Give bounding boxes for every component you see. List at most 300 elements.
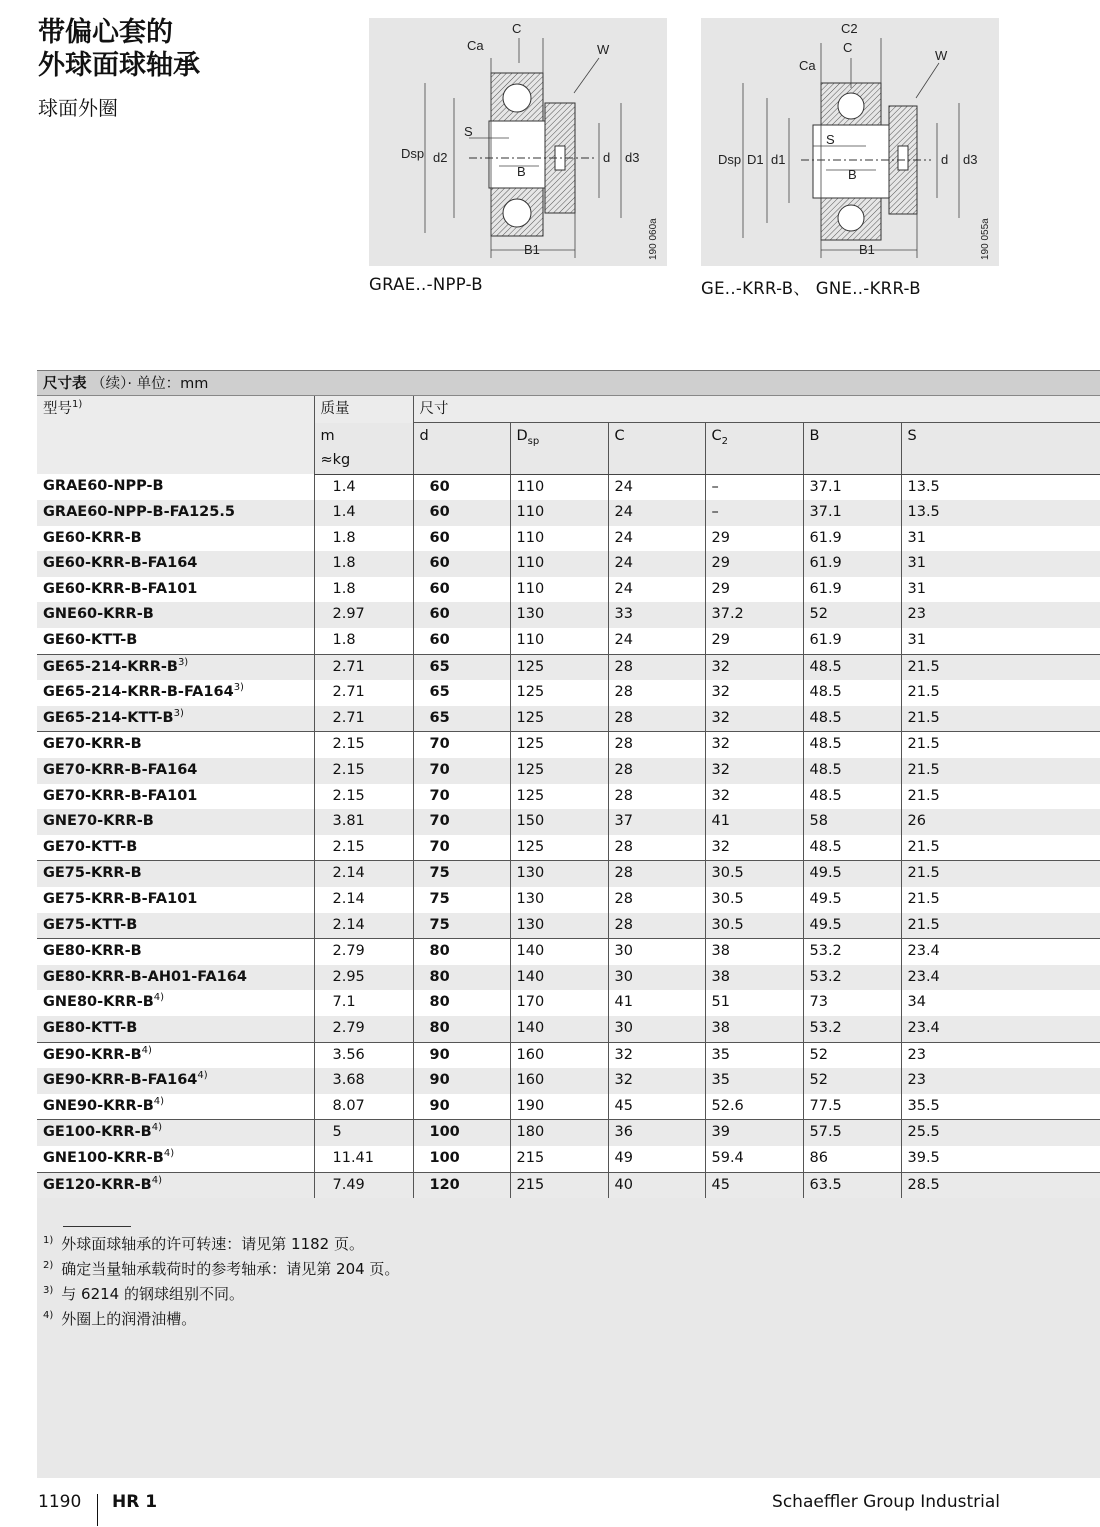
cell-name: GRAE60-NPP-B-FA125.5 <box>37 500 314 526</box>
cell-d: 60 <box>413 500 510 526</box>
cell-b: 48.5 <box>803 784 901 810</box>
cell-name: $GE65-214-KRR-B^{3)}$ <box>37 654 314 680</box>
cell-name: $GE65-214-KTT-B^{3)}$ <box>37 706 314 732</box>
table-row <box>37 1068 1100 1094</box>
label-dsp: Dsp <box>401 146 425 161</box>
cell-s: 21.5 <box>901 784 1100 810</box>
cell-b: 57.5 <box>803 1120 901 1146</box>
cell-c2: 29 <box>705 526 803 552</box>
row-note: 3) <box>177 656 189 668</box>
cell-c: 28 <box>608 680 705 706</box>
cell-b: 48.5 <box>803 758 901 784</box>
cell-d: 65 <box>413 654 510 680</box>
cell-c: 30 <box>608 965 705 991</box>
cell-s: 21.5 <box>901 654 1100 680</box>
cell-name: GE80-KRR-B <box>37 939 314 965</box>
cell-c: 28 <box>608 861 705 887</box>
cell-d: 90 <box>413 1068 510 1094</box>
row-note: 3) <box>173 708 184 720</box>
footnote-4: $^{4)}$ 外圈上的润滑油槽。 <box>43 1310 197 1328</box>
company-name: Schaeffler Group Industrial <box>772 1492 1000 1512</box>
cell-c2: 30.5 <box>705 887 803 913</box>
label-ca: Ca <box>799 58 816 73</box>
col-c: C <box>608 423 705 475</box>
cell-c2: 38 <box>705 939 803 965</box>
cell-dsp: 130 <box>510 861 608 887</box>
label-dsp: Dsp <box>718 152 742 167</box>
cell-d: 100 <box>413 1120 510 1146</box>
dimension-table <box>37 396 1100 1198</box>
cell-s: 21.5 <box>901 706 1100 732</box>
cell-name: GE90-KRR-B-FA164$^{4)}$ <box>37 1068 314 1094</box>
label-s: S <box>464 124 473 139</box>
cell-b: 49.5 <box>803 913 901 939</box>
label-d: d <box>941 152 949 167</box>
cell-s: 21.5 <box>901 887 1100 913</box>
cell-c2: 32 <box>705 654 803 680</box>
cell-name: $GNE80-KRR-B^{4)}$ <box>37 990 314 1016</box>
cell-dsp: 160 <box>510 1042 608 1068</box>
cell-dsp: 125 <box>510 654 608 680</box>
cell-s: 21.5 <box>901 732 1100 758</box>
cell-c2: 29 <box>705 628 803 654</box>
col-c2: $C_2$ <box>705 423 803 475</box>
cell-dsp: 130 <box>510 887 608 913</box>
col-dimensions: 尺寸 <box>413 396 1100 423</box>
label-ca: Ca <box>467 38 484 53</box>
cell-b: 61.9 <box>803 526 901 552</box>
cell-c2: 30.5 <box>705 913 803 939</box>
row-note: 4) <box>141 1044 152 1056</box>
cell-b: 37.1 <box>803 474 901 500</box>
cell-c2: – <box>705 474 803 500</box>
cell-d: 70 <box>413 732 510 758</box>
cell-dsp: 140 <box>510 965 608 991</box>
cell-c2: 32 <box>705 784 803 810</box>
cell-d: 75 <box>413 861 510 887</box>
title-line-2: 外球面球轴承 <box>38 50 200 81</box>
row-note: 4) <box>153 992 165 1004</box>
table-row <box>37 732 1100 758</box>
cell-m: 3.56 <box>314 1042 413 1068</box>
cell-dsp: 125 <box>510 732 608 758</box>
cell-dsp: 130 <box>510 602 608 628</box>
cell-b: 48.5 <box>803 732 901 758</box>
cell-d: 75 <box>413 913 510 939</box>
label-d2: d2 <box>433 150 448 165</box>
table-row <box>37 680 1100 706</box>
cell-c: 28 <box>608 887 705 913</box>
cell-m: 2.79 <box>314 939 413 965</box>
cell-dsp: 190 <box>510 1094 608 1120</box>
cell-d: 70 <box>413 758 510 784</box>
cell-m: 2.15 <box>314 784 413 810</box>
cell-m: 2.14 <box>314 913 413 939</box>
table-row <box>37 784 1100 810</box>
table-title-note: （续）· 单位：mm <box>91 376 209 392</box>
drawing-code: 190 060a <box>648 218 659 260</box>
cell-d: 80 <box>413 990 510 1016</box>
cell-b: 58 <box>803 809 901 835</box>
cell-c2: 38 <box>705 965 803 991</box>
label-b1: B1 <box>524 242 540 257</box>
cell-s: 39.5 <box>901 1146 1100 1172</box>
cell-name: GE60-KRR-B-FA101 <box>37 577 314 603</box>
cell-s: 26 <box>901 809 1100 835</box>
table-row <box>37 1094 1100 1120</box>
cell-b: 61.9 <box>803 551 901 577</box>
footnote-1: $^{1)}$ 外球面球轴承的许可转速：请见第 1182 页。 <box>43 1235 364 1253</box>
catalog-code: HR 1 <box>112 1492 158 1512</box>
cell-c: 28 <box>608 732 705 758</box>
cell-m: 3.68 <box>314 1068 413 1094</box>
label-d1: d1 <box>771 152 786 167</box>
label-b: B <box>517 164 526 179</box>
cell-s: 23.4 <box>901 965 1100 991</box>
cell-name: $GE100-KRR-B^{4)}$ <box>37 1120 314 1146</box>
cell-m: 2.15 <box>314 758 413 784</box>
table-row <box>37 835 1100 861</box>
row-note: 3) <box>233 682 244 694</box>
cell-dsp: 125 <box>510 680 608 706</box>
cell-c2: 35 <box>705 1068 803 1094</box>
cell-d: 90 <box>413 1094 510 1120</box>
cell-d: 65 <box>413 706 510 732</box>
page-number: 1190 <box>38 1492 82 1512</box>
cell-m: 2.71 <box>314 706 413 732</box>
label-d3: d3 <box>625 150 640 165</box>
row-note: 4) <box>151 1174 162 1186</box>
table-row <box>37 887 1100 913</box>
cell-c: 33 <box>608 602 705 628</box>
table-row <box>37 602 1100 628</box>
cell-name: GE70-KRR-B-FA101 <box>37 784 314 810</box>
cell-dsp: 110 <box>510 551 608 577</box>
cell-b: 52 <box>803 1042 901 1068</box>
cell-b: 49.5 <box>803 887 901 913</box>
row-note: 4) <box>153 1095 165 1107</box>
footnotes <box>43 1232 399 1332</box>
cell-c: 41 <box>608 990 705 1016</box>
cell-d: 60 <box>413 628 510 654</box>
dimension-table-panel <box>37 370 1100 1478</box>
cell-m: 1.8 <box>314 628 413 654</box>
cell-b: 53.2 <box>803 1016 901 1042</box>
cell-name: GE75-KTT-B <box>37 913 314 939</box>
cell-c: 40 <box>608 1172 705 1198</box>
label-w: W <box>935 48 948 63</box>
table-row <box>37 551 1100 577</box>
cell-s: 23.4 <box>901 1016 1100 1042</box>
cell-c: 28 <box>608 784 705 810</box>
col-mass-unit: ≈kg <box>314 449 413 475</box>
table-row <box>37 500 1100 526</box>
cell-c2: 29 <box>705 551 803 577</box>
table-row <box>37 1172 1100 1198</box>
cell-s: 21.5 <box>901 680 1100 706</box>
cell-s: 34 <box>901 990 1100 1016</box>
cell-c2: 41 <box>705 809 803 835</box>
cell-b: 86 <box>803 1146 901 1172</box>
cell-d: 70 <box>413 835 510 861</box>
label-c: C <box>512 21 522 36</box>
cell-b: 77.5 <box>803 1094 901 1120</box>
cell-s: 21.5 <box>901 913 1100 939</box>
cell-c: 32 <box>608 1042 705 1068</box>
cell-c2: 52.6 <box>705 1094 803 1120</box>
cell-dsp: 215 <box>510 1172 608 1198</box>
col-designation: 型号$^{1)}$ <box>37 396 314 474</box>
label-b1: B1 <box>859 242 875 257</box>
cell-name: GNE70-KRR-B <box>37 809 314 835</box>
cell-d: 80 <box>413 939 510 965</box>
cell-b: 61.9 <box>803 628 901 654</box>
cell-m: 7.1 <box>314 990 413 1016</box>
cell-s: 21.5 <box>901 835 1100 861</box>
cell-c: 30 <box>608 1016 705 1042</box>
cell-c2: 30.5 <box>705 861 803 887</box>
page-subtitle: 球面外圈 <box>38 96 118 120</box>
row-note: 4) <box>163 1148 175 1160</box>
cell-c: 49 <box>608 1146 705 1172</box>
table-row <box>37 990 1100 1016</box>
cell-c: 24 <box>608 577 705 603</box>
cell-b: 48.5 <box>803 706 901 732</box>
table-row <box>37 809 1100 835</box>
cell-dsp: 140 <box>510 1016 608 1042</box>
cell-m: 2.14 <box>314 887 413 913</box>
cell-c: 28 <box>608 913 705 939</box>
cell-d: 60 <box>413 474 510 500</box>
cell-name: GE60-KRR-B <box>37 526 314 552</box>
cell-dsp: 125 <box>510 835 608 861</box>
cell-d: 70 <box>413 784 510 810</box>
cell-c2: 45 <box>705 1172 803 1198</box>
cell-c: 30 <box>608 939 705 965</box>
cell-name: $GE90-KRR-B^{4)}$ <box>37 1042 314 1068</box>
cell-d: 70 <box>413 809 510 835</box>
footnote-rule <box>63 1226 131 1227</box>
label-c2: C2 <box>841 21 858 36</box>
table-row <box>37 861 1100 887</box>
cell-m: 1.4 <box>314 500 413 526</box>
col-mass-symbol: m <box>314 423 413 449</box>
footnote-3: $^{3)}$ 与 6214 的钢球组别不同。 <box>43 1285 244 1303</box>
cell-m: 1.4 <box>314 474 413 500</box>
cell-s: 31 <box>901 526 1100 552</box>
cell-b: 37.1 <box>803 500 901 526</box>
cell-name: GE65-214-KRR-B-FA164$^{3)}$ <box>37 680 314 706</box>
cell-d: 65 <box>413 680 510 706</box>
label-w: W <box>597 42 610 57</box>
cell-b: 49.5 <box>803 861 901 887</box>
cell-c2: 59.4 <box>705 1146 803 1172</box>
dimension-table-body <box>37 474 1100 1198</box>
bearing-drawing-grae <box>369 18 667 266</box>
table-row <box>37 939 1100 965</box>
cell-d: 100 <box>413 1146 510 1172</box>
footnote-2: $^{2)}$ 确定当量轴承载荷时的参考轴承：请见第 204 页。 <box>43 1260 400 1278</box>
cell-s: 31 <box>901 551 1100 577</box>
cell-b: 48.5 <box>803 835 901 861</box>
cell-c2: 37.2 <box>705 602 803 628</box>
cell-name: $GE120-KRR-B^{4)}$ <box>37 1172 314 1198</box>
cell-name: GE70-KRR-B <box>37 732 314 758</box>
cell-dsp: 110 <box>510 628 608 654</box>
cell-c2: 38 <box>705 1016 803 1042</box>
cell-m: 2.15 <box>314 732 413 758</box>
cell-s: 21.5 <box>901 861 1100 887</box>
cell-m: 1.8 <box>314 526 413 552</box>
cell-d: 75 <box>413 887 510 913</box>
cell-c: 28 <box>608 706 705 732</box>
cell-c: 24 <box>608 551 705 577</box>
cell-m: 3.81 <box>314 809 413 835</box>
cell-d: 80 <box>413 965 510 991</box>
cell-s: 13.5 <box>901 500 1100 526</box>
cell-dsp: 130 <box>510 913 608 939</box>
cell-dsp: 125 <box>510 758 608 784</box>
cell-c2: 35 <box>705 1042 803 1068</box>
cell-d: 120 <box>413 1172 510 1198</box>
cell-b: 52 <box>803 1068 901 1094</box>
cell-dsp: 125 <box>510 784 608 810</box>
cell-s: 23.4 <box>901 939 1100 965</box>
cell-c: 45 <box>608 1094 705 1120</box>
cell-name: GE80-KRR-B-AH01-FA164 <box>37 965 314 991</box>
cell-c2: 32 <box>705 680 803 706</box>
cell-s: 35.5 <box>901 1094 1100 1120</box>
cell-d: 60 <box>413 577 510 603</box>
cell-name: GE70-KRR-B-FA164 <box>37 758 314 784</box>
cell-dsp: 125 <box>510 706 608 732</box>
cell-name: GE80-KTT-B <box>37 1016 314 1042</box>
table-row <box>37 965 1100 991</box>
label-d1-outer: D1 <box>747 152 764 167</box>
cell-dsp: 180 <box>510 1120 608 1146</box>
col-s: S <box>901 423 1100 475</box>
cell-b: 52 <box>803 602 901 628</box>
table-row <box>37 474 1100 500</box>
cell-m: 5 <box>314 1120 413 1146</box>
cell-c: 24 <box>608 526 705 552</box>
cell-m: 2.97 <box>314 602 413 628</box>
cell-dsp: 110 <box>510 474 608 500</box>
cell-m: 1.8 <box>314 577 413 603</box>
cell-dsp: 140 <box>510 939 608 965</box>
cell-s: 23 <box>901 602 1100 628</box>
table-row <box>37 913 1100 939</box>
table-row <box>37 654 1100 680</box>
cell-c2: 39 <box>705 1120 803 1146</box>
cell-dsp: 110 <box>510 526 608 552</box>
cell-m: 2.71 <box>314 680 413 706</box>
cell-name: GE70-KTT-B <box>37 835 314 861</box>
table-row <box>37 706 1100 732</box>
cell-m: 2.71 <box>314 654 413 680</box>
label-d3: d3 <box>963 152 978 167</box>
cell-c: 36 <box>608 1120 705 1146</box>
footer-divider <box>97 1494 98 1526</box>
cell-name: GNE60-KRR-B <box>37 602 314 628</box>
cell-c: 24 <box>608 474 705 500</box>
cell-d: 60 <box>413 602 510 628</box>
cell-c2: 32 <box>705 835 803 861</box>
cell-d: 80 <box>413 1016 510 1042</box>
cell-name: GE60-KTT-B <box>37 628 314 654</box>
label-d: d <box>603 150 611 165</box>
cell-b: 53.2 <box>803 965 901 991</box>
cell-c: 28 <box>608 835 705 861</box>
cell-s: 21.5 <box>901 758 1100 784</box>
table-row <box>37 628 1100 654</box>
cell-s: 25.5 <box>901 1120 1100 1146</box>
col-d: d <box>413 423 510 475</box>
row-note: 4) <box>151 1122 162 1134</box>
cell-dsp: 160 <box>510 1068 608 1094</box>
cell-dsp: 170 <box>510 990 608 1016</box>
bearing-drawing-ge-gne <box>701 18 999 266</box>
title-line-1: 带偏心套的 <box>38 17 173 48</box>
cell-b: 53.2 <box>803 939 901 965</box>
table-row <box>37 1146 1100 1172</box>
cell-c2: 32 <box>705 732 803 758</box>
table-row <box>37 577 1100 603</box>
cell-b: 48.5 <box>803 680 901 706</box>
page-title <box>38 16 200 82</box>
cell-d: 60 <box>413 526 510 552</box>
cell-m: 7.49 <box>314 1172 413 1198</box>
cell-s: 13.5 <box>901 474 1100 500</box>
cell-b: 63.5 <box>803 1172 901 1198</box>
cell-c: 32 <box>608 1068 705 1094</box>
cell-c2: – <box>705 500 803 526</box>
table-title: 尺寸表 <box>43 376 87 392</box>
cell-b: 73 <box>803 990 901 1016</box>
cell-m: 2.15 <box>314 835 413 861</box>
cell-dsp: 110 <box>510 577 608 603</box>
cell-name: $GNE100-KRR-B^{4)}$ <box>37 1146 314 1172</box>
cell-d: 90 <box>413 1042 510 1068</box>
cell-name: $GNE90-KRR-B^{4)}$ <box>37 1094 314 1120</box>
cell-s: 31 <box>901 628 1100 654</box>
cell-b: 61.9 <box>803 577 901 603</box>
cell-m: 2.95 <box>314 965 413 991</box>
figure-caption-grae: GRAE..-NPP-B <box>369 275 483 294</box>
table-row <box>37 1120 1100 1146</box>
cell-c2: 29 <box>705 577 803 603</box>
cell-m: 11.41 <box>314 1146 413 1172</box>
col-mass: 质量 <box>314 396 413 423</box>
cell-c2: 32 <box>705 758 803 784</box>
col-b: B <box>803 423 901 475</box>
label-b: B <box>848 167 857 182</box>
cell-name: GE75-KRR-B-FA101 <box>37 887 314 913</box>
cell-dsp: 150 <box>510 809 608 835</box>
table-row <box>37 1016 1100 1042</box>
cell-c: 28 <box>608 654 705 680</box>
table-header-bar <box>37 370 1100 396</box>
cell-s: 23 <box>901 1068 1100 1094</box>
label-s: S <box>826 132 835 147</box>
cell-dsp: 215 <box>510 1146 608 1172</box>
cell-m: 2.14 <box>314 861 413 887</box>
row-note: 4) <box>197 1070 208 1082</box>
cell-b: 48.5 <box>803 654 901 680</box>
cell-c2: 32 <box>705 706 803 732</box>
cell-s: 28.5 <box>901 1172 1100 1198</box>
cell-name: GRAE60-NPP-B <box>37 474 314 500</box>
